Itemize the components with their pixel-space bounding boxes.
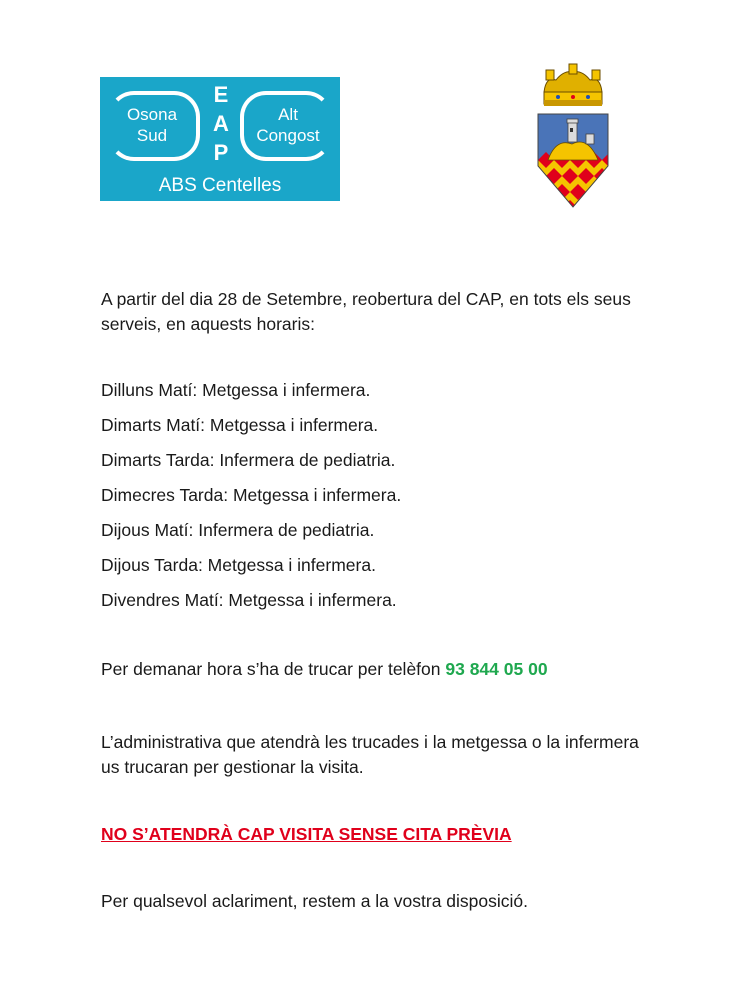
logo-left-text (114, 104, 190, 146)
schedule-item: Dimecres Tarda: Metgessa i infermera. (101, 485, 402, 505)
phone-number: 93 844 05 00 (445, 659, 548, 679)
schedule-item: Dimarts Matí: Metgessa i infermera. (101, 415, 379, 435)
coat-of-arms-icon (534, 62, 612, 210)
logo-letter-a: A (213, 111, 229, 136)
logo-letter-p: P (213, 140, 229, 165)
schedule-item: Dimarts Tarda: Infermera de pediatria. (101, 450, 396, 470)
logo-bottom-text: ABS Centelles (158, 175, 282, 196)
admin-paragraph: L’administrativa que atendrà les trucades i la metgessa o la infermera us trucaran per gestionar la visita. (101, 732, 639, 777)
logo-letter-e: E (213, 82, 229, 107)
logo-right-line-1: Alt (278, 105, 298, 124)
schedule-item: Dijous Tarda: Metgessa i infermera. (101, 555, 376, 575)
logo-right-text (246, 104, 330, 146)
closing-paragraph: Per qualsevol aclariment, restem a la vostra disposició. (101, 891, 528, 911)
schedule-list (101, 378, 401, 623)
logo-letters (209, 80, 233, 167)
warning-notice: NO S’ATENDRÀ CAP VISITA SENSE CITA PRÈVIA (101, 824, 512, 844)
schedule-item: Dilluns Matí: Metgessa i infermera. (101, 380, 371, 400)
logo-left-line-2: Sud (136, 126, 168, 145)
intro-paragraph: A partir del dia 28 de Setembre, reobertura del CAP, en tots els seus serveis, en aquests horaris: (101, 289, 631, 334)
schedule-item: Divendres Matí: Metgessa i infermera. (101, 590, 397, 610)
eap-logo (100, 77, 340, 201)
phone-text: Per demanar hora s’ha de trucar per telèfon (101, 659, 441, 679)
phone-paragraph (101, 657, 548, 682)
logo-left-line-1: Osona (126, 105, 178, 124)
schedule-item: Dijous Matí: Infermera de pediatria. (101, 520, 375, 540)
crown-icon (544, 64, 602, 106)
logo-right-line-2: Congost (256, 126, 320, 145)
